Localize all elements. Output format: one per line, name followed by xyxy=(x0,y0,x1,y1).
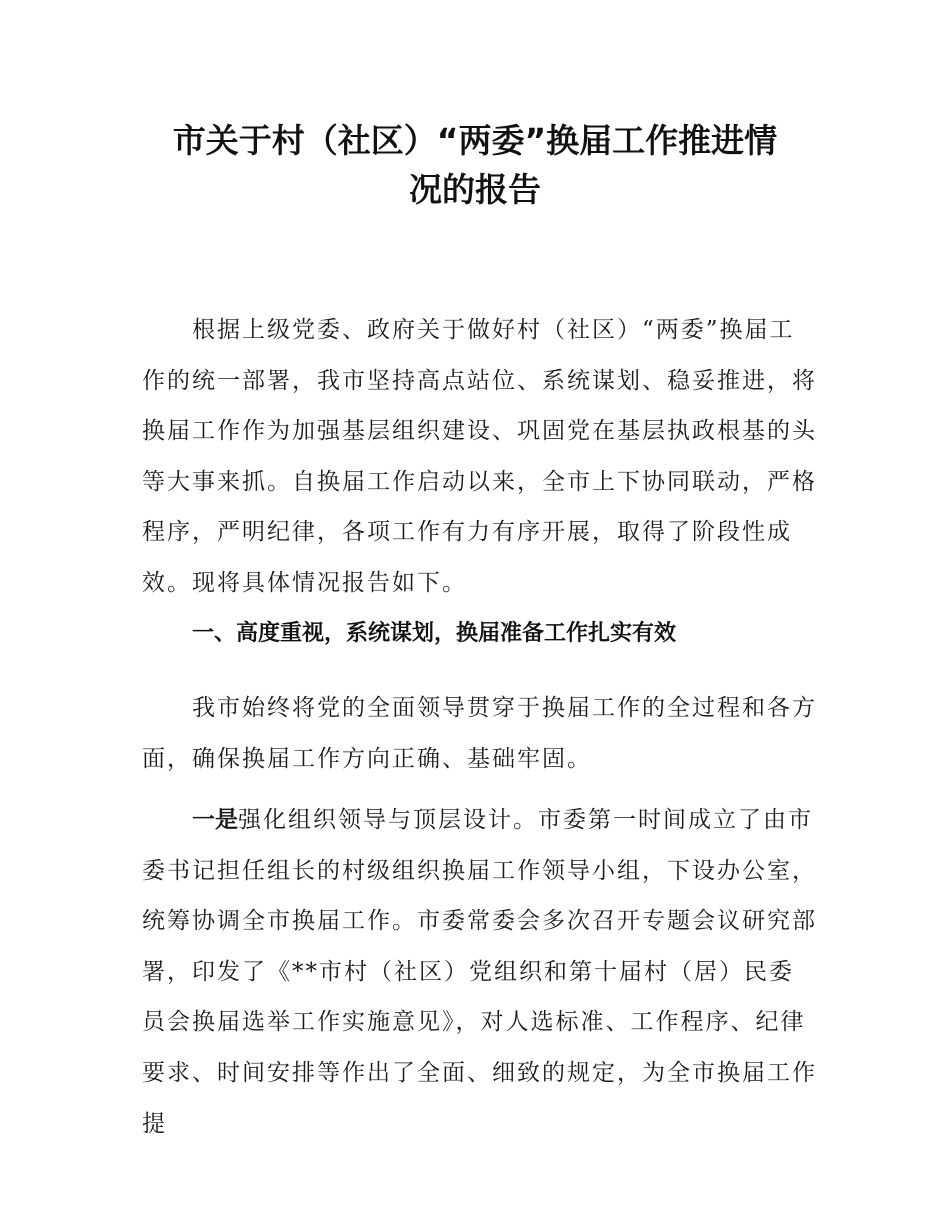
point-lead-label: 一是 xyxy=(192,807,238,833)
intro-paragraph: 根据上级党委、政府关于做好村（社区）“两委”换届工作的统一部署，我市坚持高点站位、系统谋划、稳妥推进，将换届工作作为加强基层组织建设、巩固党在基层执政根基的头等大事来抓。自换届工作启动以来，全市上下协同联动，严格程序，严明纪律，各项工作有力有序开展，取得了阶段性成效。现将具体情况报告如下。 xyxy=(142,317,817,596)
section-1-point-1 xyxy=(142,795,817,1149)
document-title-line-2: 况的报告 xyxy=(409,170,541,209)
section-1-paragraph: 我市始终将党的全面领导贯穿于换届工作的全过程和各方面，确保换届工作方向正确、基础牢固。 xyxy=(142,695,817,772)
document-title-line-1: 市关于村（社区）“两委”换届工作推进情 xyxy=(172,121,778,160)
section-heading-1: 一、高度重视，系统谋划，换届准备工作扎实有效 xyxy=(192,621,677,646)
point-1-text: 强化组织领导与顶层设计。市委第一时间成立了由市委书记担任组长的村级组织换届工作领导小组，下设办公室，统筹协调全市换届工作。市委常委会多次召开专题会议研究部署，印发了《**市村（社区）党组织和第十届村（居）民委员会换届选举工作实施意见》，对人选标准、工作程序、纪律要求、时间安排等作出了全面、细致的规定，为全市换届工作提 xyxy=(142,807,817,1137)
